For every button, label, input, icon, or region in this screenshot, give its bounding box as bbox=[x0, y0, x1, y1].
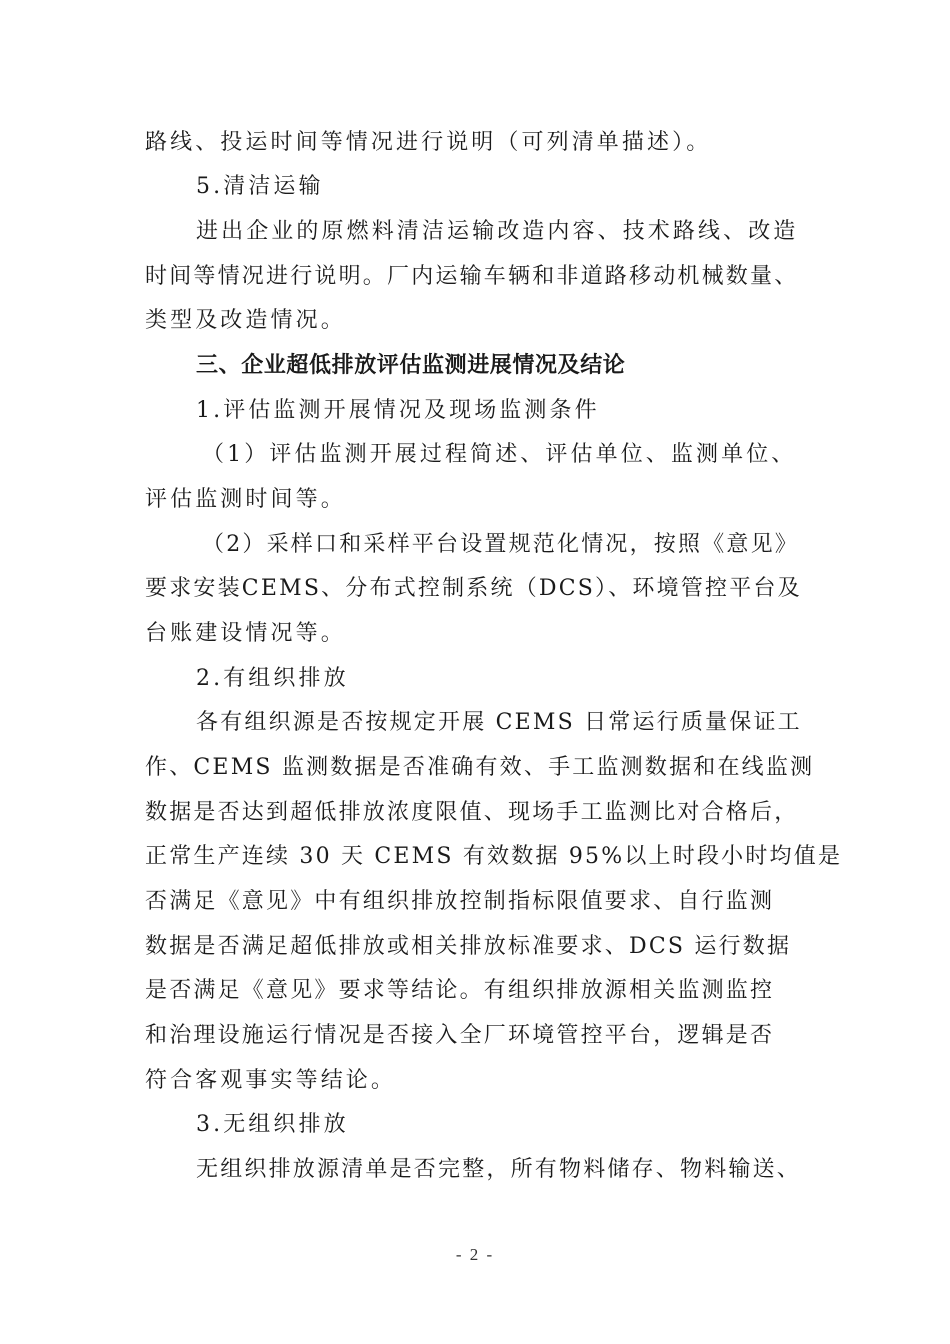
paragraph-line: 数据是否达到超低排放浓度限值、现场手工监测比对合格后， bbox=[145, 800, 799, 825]
paragraph-line: 要求安装CEMS、分布式控制系统（DCS）、环境管控平台及 bbox=[145, 576, 802, 601]
paragraph-line: 正常生产连续 30 天 CEMS 有效数据 95%以上时段小时均值是 bbox=[145, 844, 843, 869]
paragraph-line: 作、CEMS 监测数据是否准确有效、手工监测数据和在线监测 bbox=[145, 755, 815, 780]
paragraph-line: 台账建设情况等。 bbox=[145, 621, 346, 646]
paragraph-line: 进出企业的原燃料清洁运输改造内容、技术路线、改造 bbox=[196, 219, 799, 244]
section-3-heading: 3.无组织排放 bbox=[196, 1112, 349, 1137]
page-number: - 2 - bbox=[455, 1245, 495, 1264]
paragraph-line: 类型及改造情况。 bbox=[145, 308, 346, 333]
paragraph-line: 时间等情况进行说明。厂内运输车辆和非道路移动机械数量、 bbox=[145, 264, 799, 289]
paragraph-line: 和治理设施运行情况是否接入全厂环境管控平台，逻辑是否 bbox=[145, 1023, 775, 1048]
paragraph-line: 符合客观事实等结论。 bbox=[145, 1068, 397, 1093]
paragraph-line: 评估监测时间等。 bbox=[145, 487, 346, 512]
paragraph-line: 是否满足《意见》要求等结论。有组织排放源相关监测监控 bbox=[145, 978, 775, 1003]
paragraph-line: 路线、投运时间等情况进行说明（可列清单描述）。 bbox=[145, 130, 712, 155]
section-2-heading: 2.有组织排放 bbox=[196, 666, 349, 691]
section-1-heading: 1.评估监测开展情况及现场监测条件 bbox=[196, 398, 600, 423]
paragraph-line: （2）采样口和采样平台设置规范化情况，按照《意见》 bbox=[202, 532, 799, 557]
paragraph-line: 数据是否满足超低排放或相关排放标准要求、DCS 运行数据 bbox=[145, 934, 792, 959]
chapter-3-heading: 三、企业超低排放评估监测进展情况及结论 bbox=[196, 353, 626, 378]
section-5-heading: 5.清洁运输 bbox=[196, 174, 324, 199]
paragraph-line: （1）评估监测开展过程简述、评估单位、监测单位、 bbox=[202, 442, 797, 467]
paragraph-line: 各有组织源是否按规定开展 CEMS 日常运行质量保证工 bbox=[196, 710, 802, 735]
paragraph-line: 无组织排放源清单是否完整，所有物料储存、物料输送、 bbox=[196, 1157, 802, 1182]
paragraph-line: 否满足《意见》中有组织排放控制指标限值要求、自行监测 bbox=[145, 889, 775, 914]
